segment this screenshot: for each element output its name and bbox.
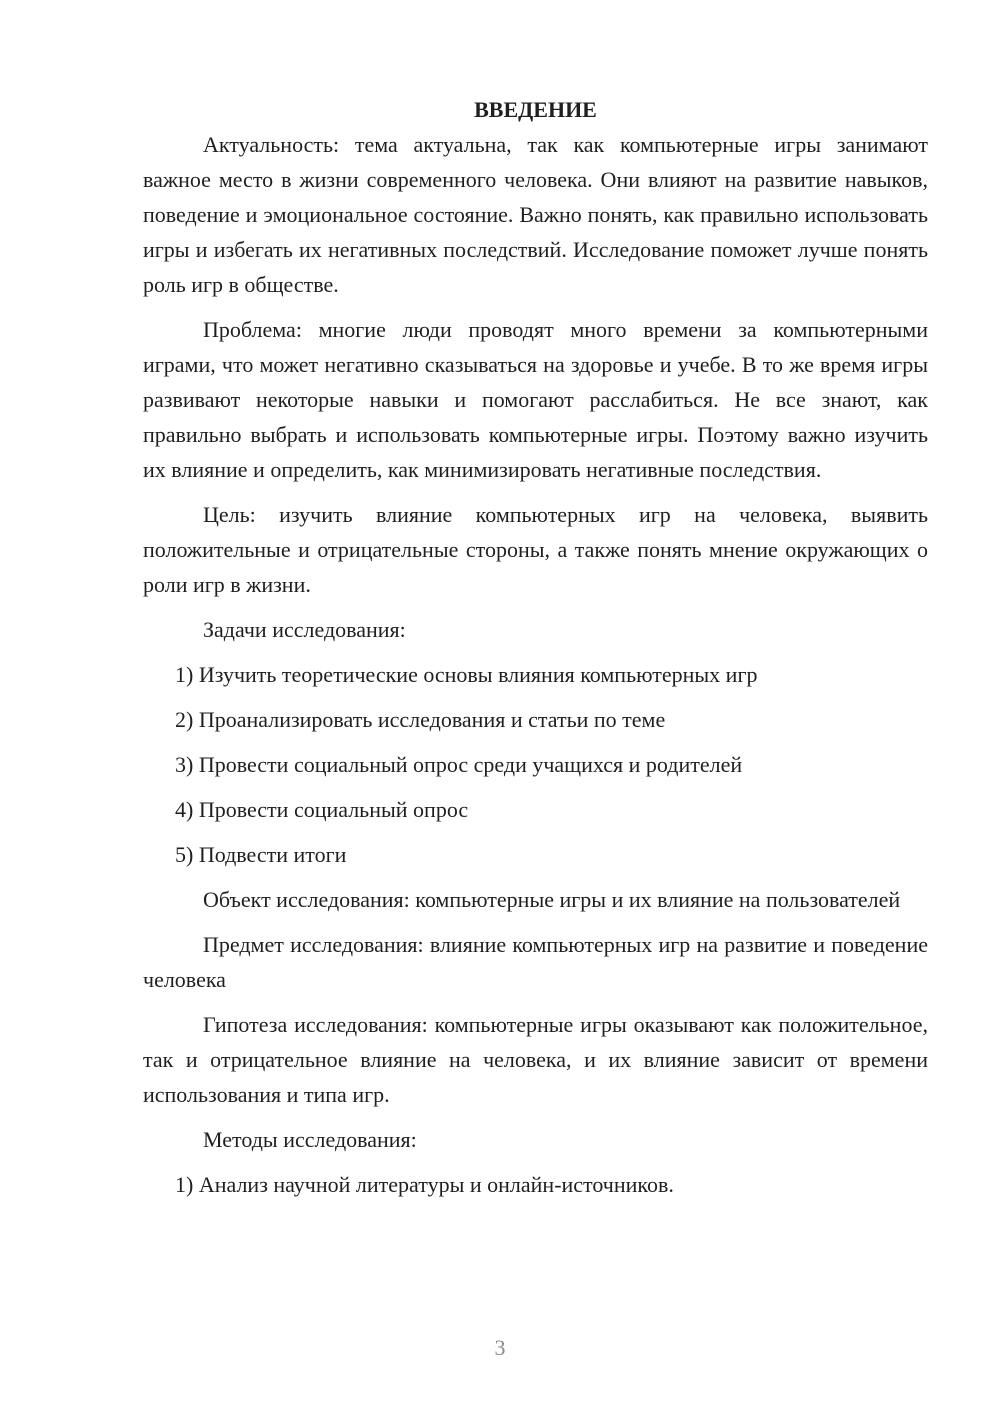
task-item-4: 4) Провести социальный опрос — [175, 797, 469, 822]
task-item-1: 1) Изучить теоретические основы влияния компьютерных игр — [175, 662, 758, 687]
goal-paragraph: Цель: изучить влияние компьютерных игр на человека, выявить положительные и отрицательные стороны, а также понять мнение окружающих о роли игр в жизни. — [143, 502, 928, 597]
tasks-title: Задачи исследования: — [203, 617, 406, 642]
relevance-paragraph: Актуальность: тема актуальна, так как компьютерные игры занимают важное место в жизни современного человека. Они влияют на развитие навыков, поведение и эмоциональное состояние. Важно понять, как правильно использовать игры и избегать их негативных последствий. Исследование поможет лучше понять роль игр в обществе. — [143, 132, 928, 297]
page-number: 3 — [494, 1335, 506, 1360]
hypothesis-paragraph: Гипотеза исследования: компьютерные игры оказывают как положительное, так и отрицательное влияние на человека, и их влияние зависит от времени использования и типа игр. — [143, 1012, 928, 1107]
methods-title: Методы исследования: — [203, 1127, 417, 1152]
subject-paragraph: Предмет исследования: влияние компьютерных игр на развитие и поведение человека — [143, 932, 928, 992]
task-item-2: 2) Проанализировать исследования и статьи по теме — [175, 707, 666, 732]
task-item-3: 3) Провести социальный опрос среди учащихся и родителей — [175, 752, 743, 777]
page-content — [143, 92, 928, 1202]
object-paragraph: Объект исследования: компьютерные игры и их влияние на пользователей — [203, 887, 901, 912]
section-heading: ВВЕДЕНИЕ — [474, 97, 597, 122]
problem-paragraph: Проблема: многие люди проводят много времени за компьютерными играми, что может негативно сказываться на здоровье и учебе. В то же время игры развивают некоторые навыки и помогают расслабиться. Не все знают, как правильно выбрать и использовать компьютерные игры. Поэтому важно изучить их влияние и определить, как минимизировать негативные последствия. — [143, 317, 928, 482]
method-item-1: 1) Анализ научной литературы и онлайн-источников. — [175, 1172, 674, 1197]
task-item-5: 5) Подвести итоги — [175, 842, 347, 867]
